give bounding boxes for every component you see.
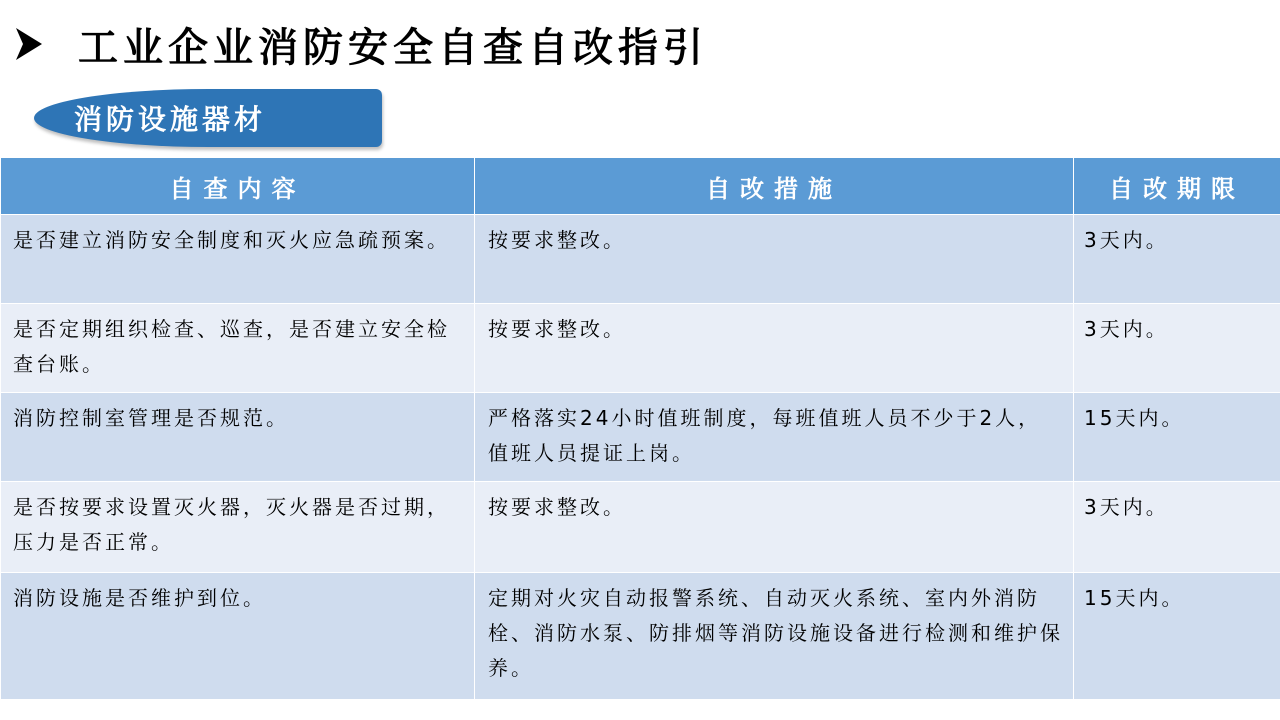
page-title: 工业企业消防安全自查自改指引 xyxy=(78,23,708,71)
check-content-cell: 是否按要求设置灭火器，灭火器是否过期，压力是否正常。 xyxy=(1,482,475,573)
table-row xyxy=(1,304,1280,393)
table-row xyxy=(1,482,1280,573)
table-row xyxy=(1,393,1280,482)
check-content-cell: 是否建立消防安全制度和灭火应急疏预案。 xyxy=(1,215,475,304)
check-content-cell: 消防控制室管理是否规范。 xyxy=(1,393,475,482)
deadline-cell: 3天内。 xyxy=(1074,215,1280,304)
measure-cell: 按要求整改。 xyxy=(475,482,1074,573)
deadline-cell: 15天内。 xyxy=(1074,573,1280,700)
table-row xyxy=(1,573,1280,700)
measure-cell: 按要求整改。 xyxy=(475,304,1074,393)
check-content-cell: 是否定期组织检查、巡查，是否建立安全检查台账。 xyxy=(1,304,475,393)
measure-cell: 严格落实24小时值班制度，每班值班人员不少于2人，值班人员提证上岗。 xyxy=(475,393,1074,482)
table-header-row xyxy=(1,158,1280,215)
self-check-table xyxy=(0,157,1280,700)
section-label: 消防设施器材 xyxy=(74,103,267,136)
check-content-cell: 消防设施是否维护到位。 xyxy=(1,573,475,700)
section-label-pill xyxy=(34,89,382,147)
deadline-cell: 3天内。 xyxy=(1074,304,1280,393)
deadline-cell: 3天内。 xyxy=(1074,482,1280,573)
header-deadline: 自改期限 xyxy=(1074,158,1280,215)
title-row xyxy=(14,14,708,74)
header-rectification-measures: 自改措施 xyxy=(475,158,1074,215)
table-row xyxy=(1,215,1280,304)
measure-cell: 按要求整改。 xyxy=(475,215,1074,304)
arrow-bullet-icon xyxy=(14,21,60,67)
measure-cell: 定期对火灾自动报警系统、自动灭火系统、室内外消防栓、消防水泵、防排烟等消防设施设备进行检测和维护保养。 xyxy=(475,573,1074,700)
deadline-cell: 15天内。 xyxy=(1074,393,1280,482)
header-check-content: 自查内容 xyxy=(1,158,475,215)
